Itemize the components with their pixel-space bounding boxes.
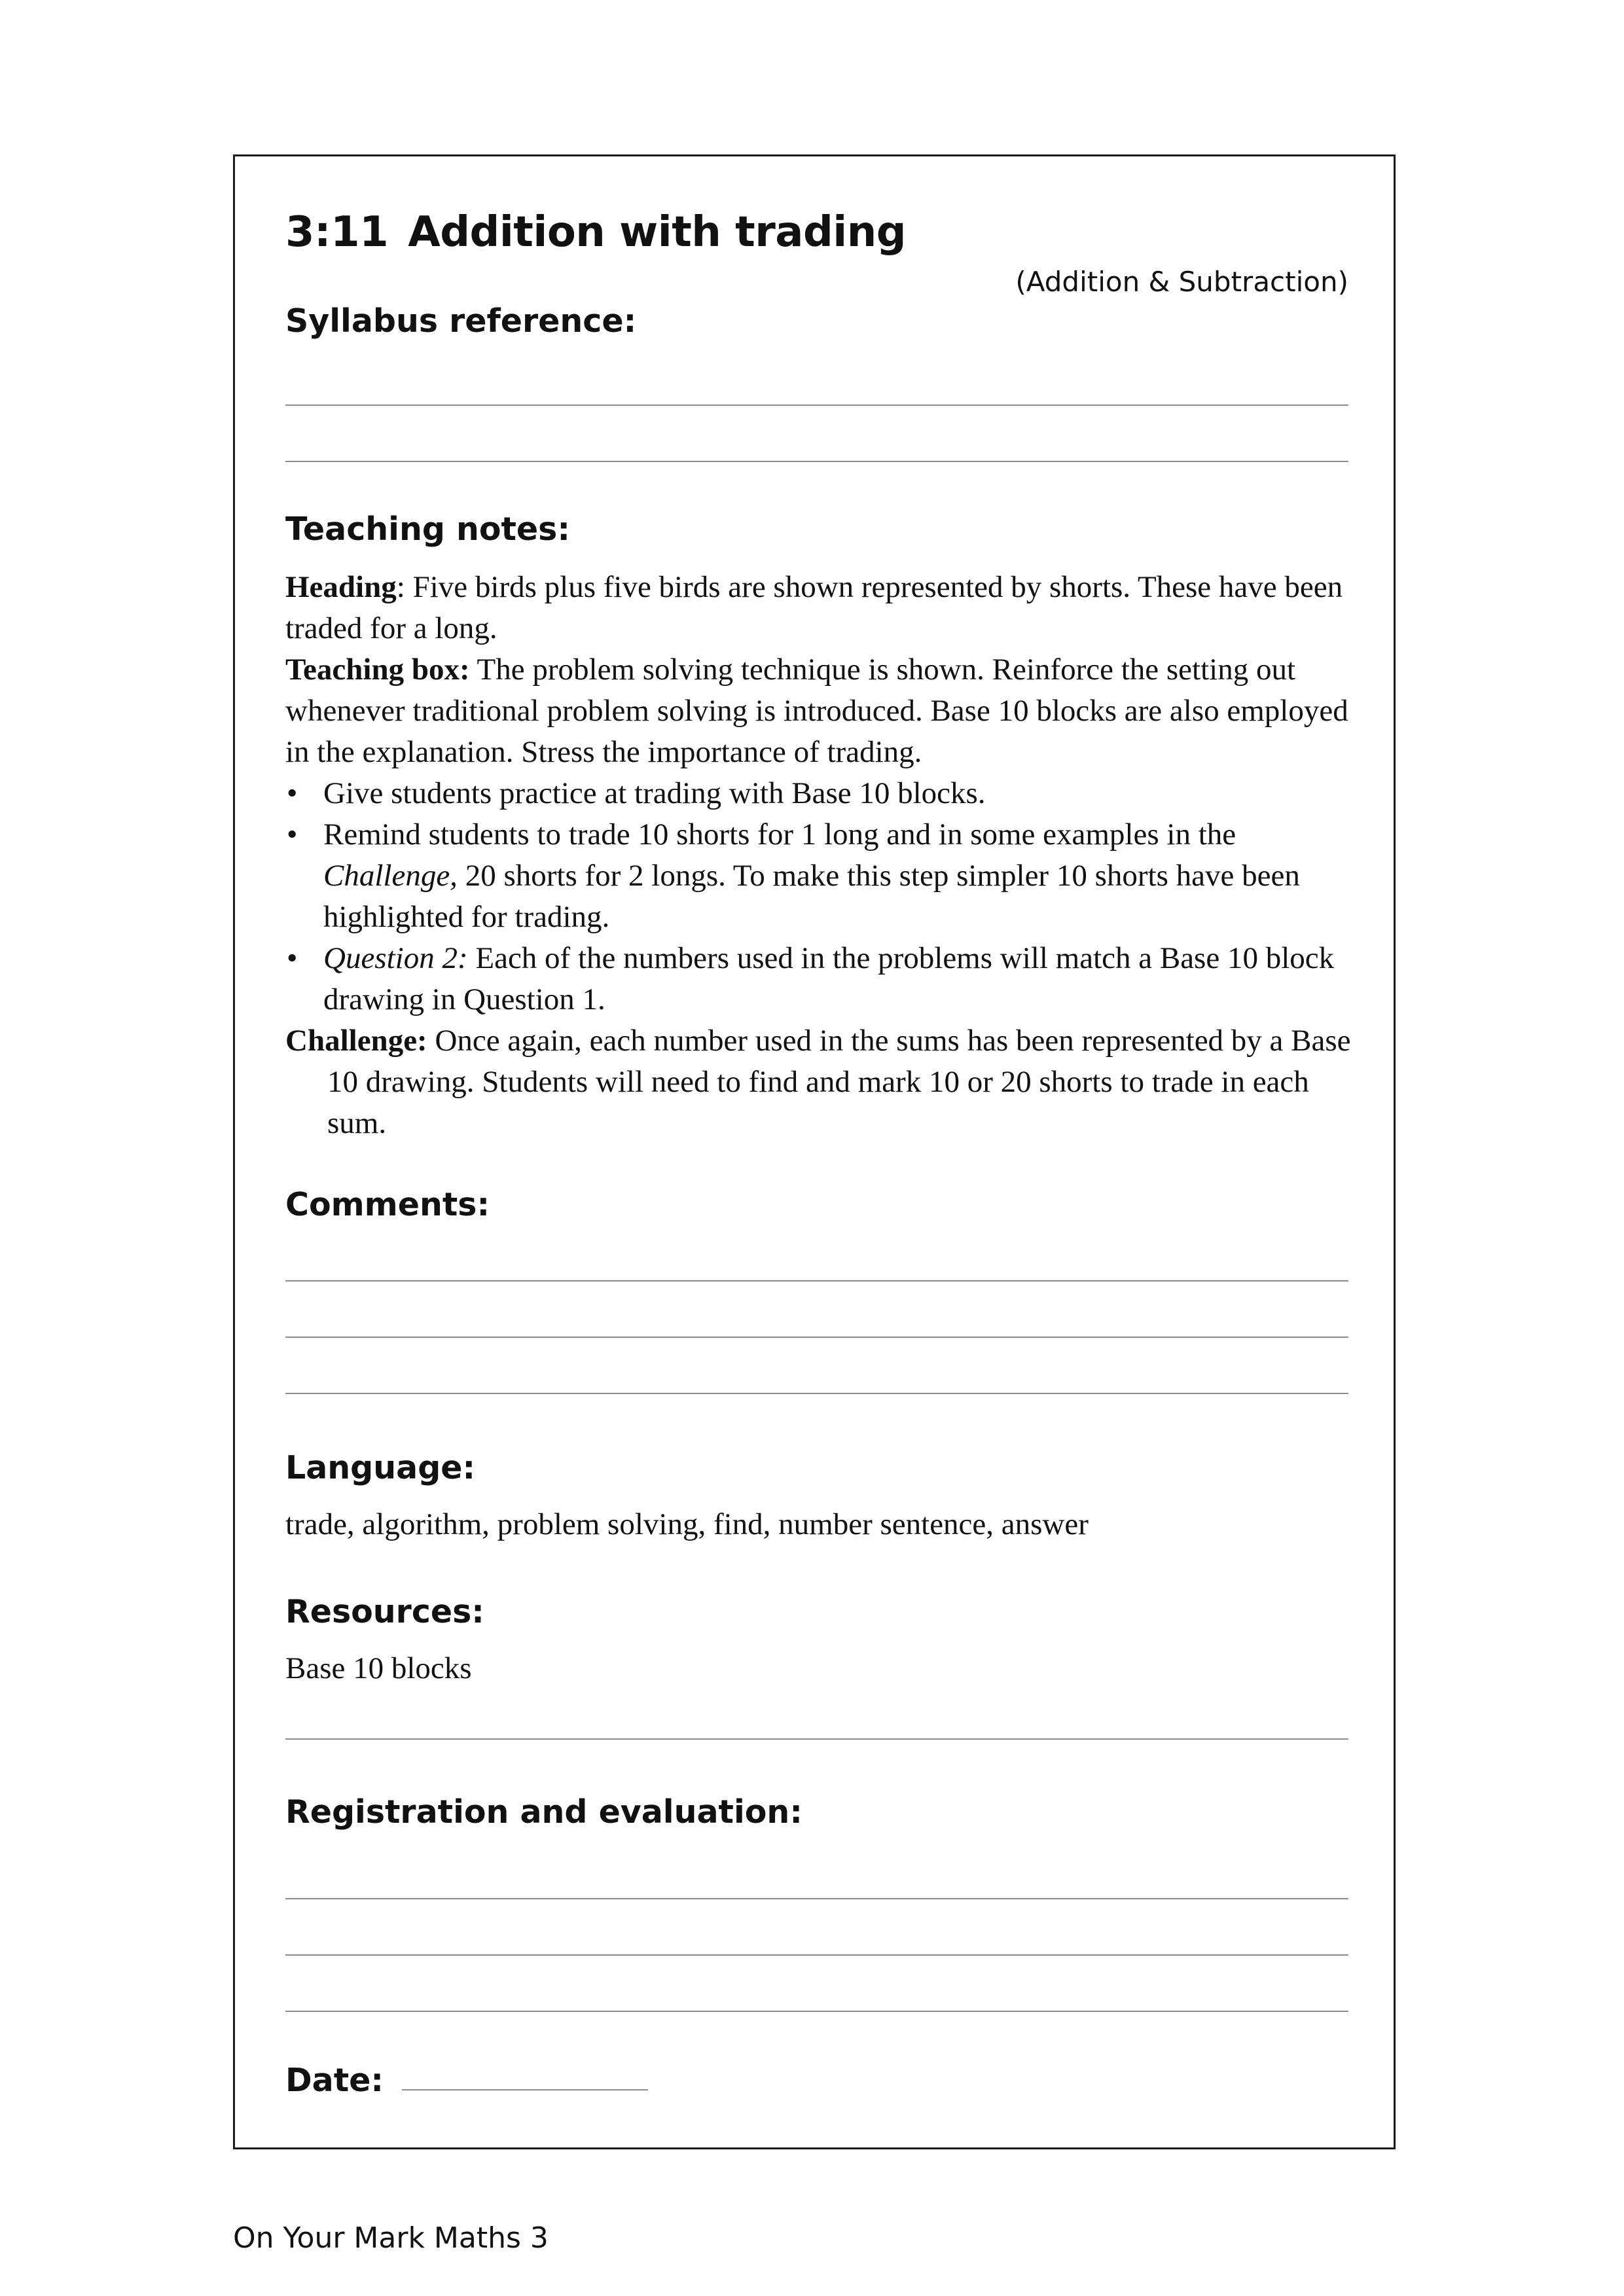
- registration-line-1: [285, 1898, 1348, 1899]
- bullet-italic: Question 2:: [323, 941, 468, 975]
- bullet-icon: •: [287, 941, 298, 975]
- bullet-text: Remind students to trade 10 shorts for 1 long and in some examples in the: [323, 817, 1236, 852]
- teaching-box-paragraph: [285, 649, 1359, 773]
- bullet-text: Give students practice at trading with Base 10 blocks.: [323, 776, 986, 810]
- page-title: [285, 208, 906, 257]
- registration-line-3: [285, 2011, 1348, 2012]
- bullet-icon: •: [287, 817, 298, 852]
- bullet-item: [285, 773, 1359, 814]
- syllabus-line-1: [285, 404, 1348, 406]
- teaching-notes-body: [285, 567, 1359, 1144]
- date-line: [402, 2089, 648, 2090]
- resources-heading: Resources:: [285, 1593, 484, 1630]
- registration-heading: Registration and evaluation:: [285, 1793, 803, 1831]
- teaching-box-text: The problem solving technique is shown. Reinforce the setting out whenever traditional problem solving is introduced. Base 10 blocks are also employed in the explanation. Stress the importance of trading.: [285, 653, 1348, 769]
- comments-heading: Comments:: [285, 1186, 490, 1223]
- challenge-text: Once again, each number used in the sums has been represented by a Base 10 drawing. Students will need to find and mark 10 or 20 shorts to trade in each sum.: [327, 1024, 1351, 1140]
- bullet-icon: •: [287, 776, 298, 810]
- bullet-italic: Challenge,: [323, 859, 458, 893]
- challenge-paragraph: [285, 1020, 1359, 1144]
- lesson-title: Addition with trading: [408, 208, 907, 257]
- lesson-number: 3:11: [285, 208, 389, 257]
- page-frame: [233, 154, 1396, 2149]
- bullet-item: [285, 814, 1359, 938]
- strand-label: (Addition & Subtraction): [1015, 266, 1348, 298]
- heading-label: Heading: [285, 570, 397, 604]
- comments-line-1: [285, 1280, 1348, 1282]
- language-text: trade, algorithm, problem solving, find, number sentence, answer: [285, 1507, 1089, 1541]
- teaching-notes-heading: Teaching notes:: [285, 511, 570, 548]
- bullet-text: 20 shorts for 2 longs. To make this step simpler 10 shorts have been highlighted for trading.: [323, 859, 1300, 934]
- syllabus-reference-heading: Syllabus reference:: [285, 302, 637, 340]
- language-heading: Language:: [285, 1449, 476, 1486]
- date-label: Date:: [285, 2062, 384, 2099]
- bullet-item: [285, 938, 1359, 1020]
- heading-paragraph: [285, 567, 1359, 649]
- bullet-text: Each of the numbers used in the problems will match a Base 10 block drawing in Question 1.: [323, 941, 1335, 1016]
- registration-line-2: [285, 1954, 1348, 1956]
- page-footer: On Your Mark Maths 3: [233, 2221, 549, 2255]
- resources-line: [285, 1738, 1348, 1740]
- challenge-label: Challenge:: [285, 1024, 427, 1058]
- resources-text: Base 10 blocks: [285, 1651, 472, 1685]
- heading-text: : Five birds plus five birds are shown represented by shorts. These have been traded for a long.: [285, 570, 1343, 645]
- comments-line-3: [285, 1393, 1348, 1394]
- syllabus-line-2: [285, 461, 1348, 462]
- comments-line-2: [285, 1336, 1348, 1338]
- teaching-box-label: Teaching box:: [285, 653, 470, 687]
